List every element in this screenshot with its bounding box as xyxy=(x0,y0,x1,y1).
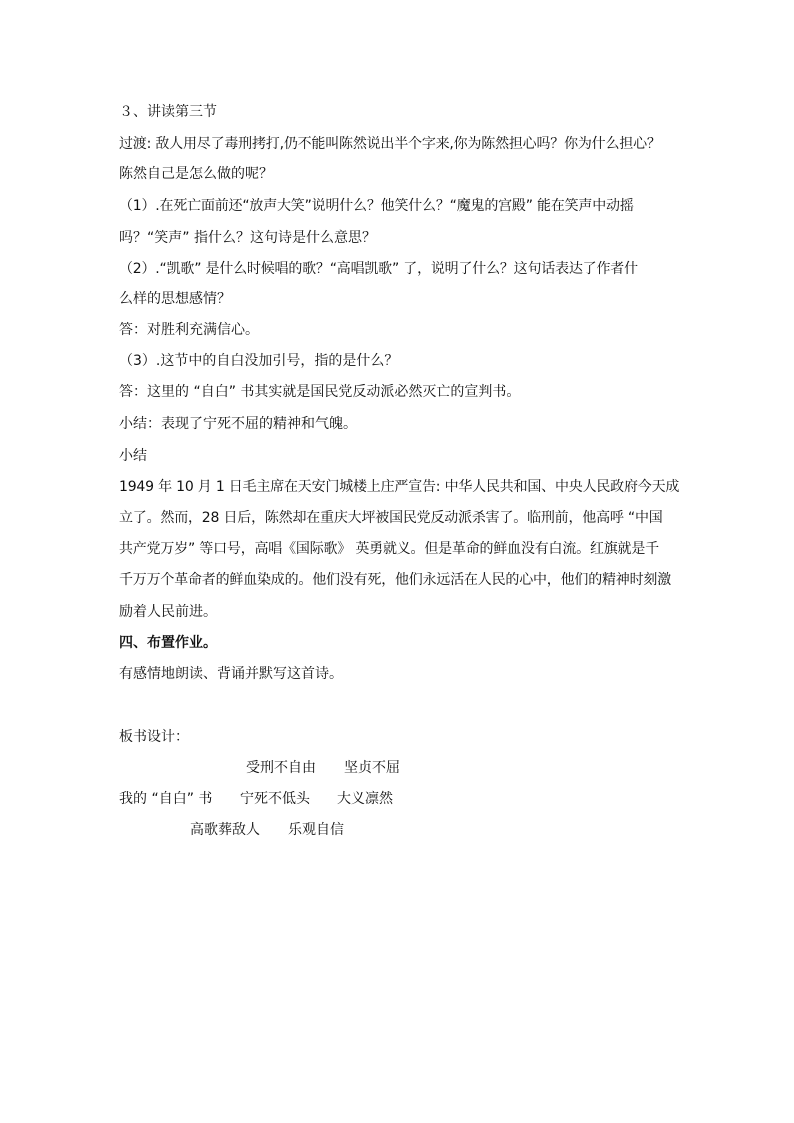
question-line: （3）.这节中的自白没加引号，指的是什么？ xyxy=(119,353,399,369)
paragraph-line: 立了。然而，28 日后，陈然却在重庆大坪被国民党反动派杀害了。临刑前，他高呼 “中国 xyxy=(119,510,663,526)
board-row2-right: 大义凛然 xyxy=(337,791,393,807)
summary-heading: 小结 xyxy=(119,448,147,464)
board-design-heading: 板书设计： xyxy=(119,729,189,745)
summary-line: 小结：表现了宁死不屈的精神和气魄。 xyxy=(119,416,357,432)
homework-line: 有感情地朗读、背诵并默写这首诗。 xyxy=(119,666,343,682)
section-heading: ３、讲读第三节 xyxy=(119,104,217,120)
section-heading: 四、布置作业。 xyxy=(119,635,217,651)
board-row3-right: 乐观自信 xyxy=(288,822,344,838)
question-line: 么样的思想感情？ xyxy=(119,291,231,307)
answer-line: 答：对胜利充满信心。 xyxy=(119,322,259,338)
paragraph-line: 过渡: 敌人用尽了毒刑拷打,仍不能叫陈然说出半个字来,你为陈然担心吗？你为什么担心？ xyxy=(119,136,661,152)
question-line: （2）.“凯歌” 是什么时候唱的歌？“高唱凯歌” 了，说明了什么？这句话表达了作者什 xyxy=(119,261,638,277)
board-row2-left: 宁死不低头 xyxy=(240,791,310,807)
board-row2-title: 我的 “自白” 书 xyxy=(119,791,213,807)
question-line: （1）.在死亡面前还“放声大笑”说明什么？他笑什么？“魔鬼的宫殿” 能在笑声中动摇 xyxy=(119,198,634,214)
paragraph-line: 陈然自己是怎么做的呢？ xyxy=(119,166,273,182)
board-row3-left: 高歌葬敌人 xyxy=(190,822,260,838)
paragraph-line: 千万万个革命者的鲜血染成的。他们没有死，他们永远活在人民的心中，他们的精神时刻激 xyxy=(119,572,671,588)
paragraph-line: 共产党万岁” 等口号，高唱《国际歌》 英勇就义。但是革命的鲜血没有白流。红旗就是千 xyxy=(119,541,659,557)
board-row1-right: 坚贞不屈 xyxy=(344,760,400,776)
answer-line: 答：这里的 “自白” 书其实就是国民党反动派必然灭亡的宣判书。 xyxy=(119,384,521,400)
question-line: 吗？“笑声” 指什么？这句诗是什么意思？ xyxy=(119,230,376,246)
paragraph-line: 1949 年 10 月 1 日毛主席在天安门城楼上庄严宣告: 中华人民共和国、中央人民政府今天成 xyxy=(119,479,679,495)
paragraph-line: 励着人民前进。 xyxy=(119,604,217,620)
board-row1-left: 受刑不自由 xyxy=(246,760,316,776)
